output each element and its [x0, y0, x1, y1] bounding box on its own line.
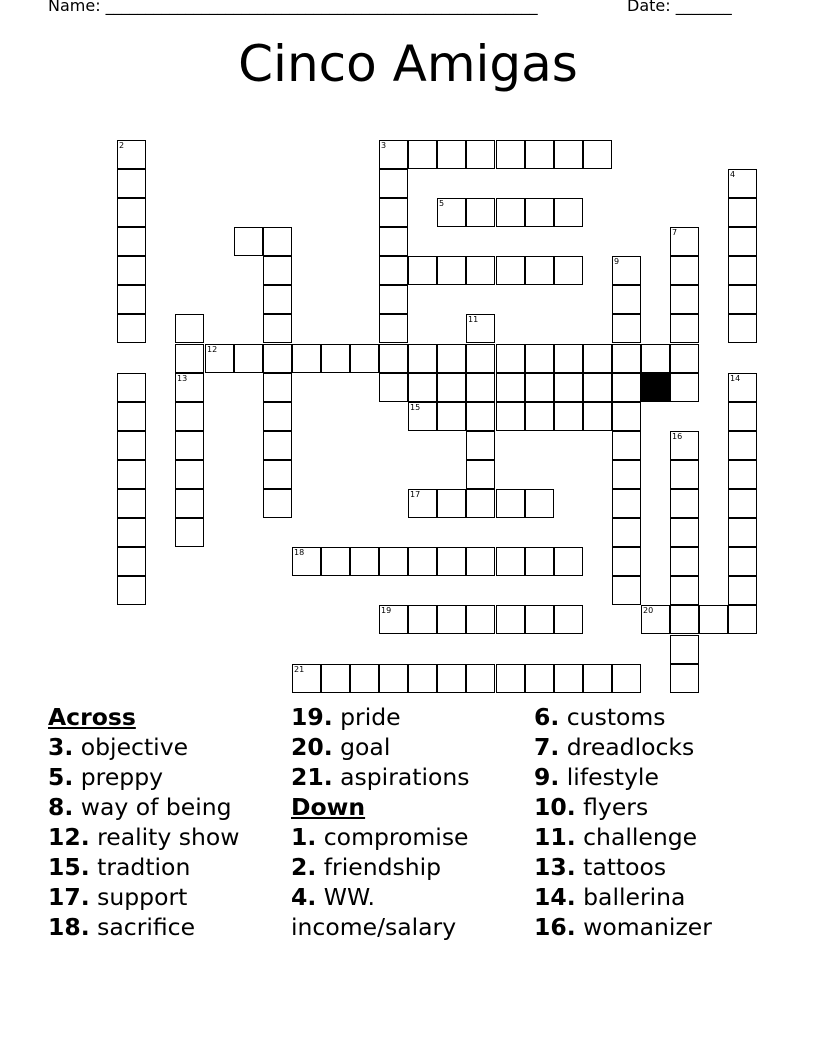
grid-cell[interactable] [554, 664, 583, 693]
grid-cell[interactable] [525, 664, 554, 693]
grid-cell[interactable] [670, 664, 699, 693]
grid-cell[interactable] [612, 460, 641, 489]
grid-cell[interactable] [175, 489, 204, 518]
clue-number-label: 4. [291, 883, 317, 911]
grid-cell[interactable] [175, 344, 204, 373]
grid-cell[interactable] [670, 547, 699, 576]
grid-cell[interactable] [408, 140, 437, 169]
clue [48, 762, 240, 792]
grid-cell[interactable] [379, 373, 408, 402]
grid-cell[interactable] [728, 402, 757, 431]
grid-cell[interactable] [554, 344, 583, 373]
clue-number-label: 6. [534, 703, 560, 731]
clue-text: aspirations [340, 763, 470, 791]
grid-cell[interactable] [466, 314, 495, 343]
grid-cell[interactable] [408, 547, 437, 576]
grid-cell[interactable] [263, 402, 292, 431]
grid-cell[interactable] [408, 256, 437, 285]
grid-cell[interactable] [612, 664, 641, 693]
clue [48, 912, 240, 942]
clue [291, 702, 470, 732]
clue-number-label: 15. [48, 853, 90, 881]
grid-cell[interactable] [379, 605, 408, 634]
grid-cell[interactable] [117, 431, 146, 460]
grid-block [641, 373, 670, 402]
grid-cell[interactable] [612, 314, 641, 343]
clue-text: lifestyle [566, 763, 659, 791]
grid-cell[interactable] [670, 518, 699, 547]
grid-cell[interactable] [612, 373, 641, 402]
grid-cell[interactable] [554, 256, 583, 285]
clue-text: womanizer [583, 913, 712, 941]
grid-cell[interactable] [612, 489, 641, 518]
grid-cell[interactable] [728, 169, 757, 198]
clue-number-label: 12. [48, 823, 90, 851]
grid-cell[interactable] [263, 489, 292, 518]
grid-cell[interactable] [525, 547, 554, 576]
clue [291, 852, 470, 882]
clue-number: 4 [730, 170, 736, 179]
grid-cell[interactable] [496, 256, 525, 285]
grid-cell[interactable] [466, 373, 495, 402]
grid-cell[interactable] [670, 431, 699, 460]
grid-cell[interactable] [612, 256, 641, 285]
grid-cell[interactable] [437, 344, 466, 373]
clue-text: preppy [80, 763, 164, 791]
clue-text: tattoos [583, 853, 667, 881]
grid-cell[interactable] [379, 344, 408, 373]
grid-cell[interactable] [379, 227, 408, 256]
grid-cell[interactable] [728, 285, 757, 314]
grid-cell[interactable] [379, 256, 408, 285]
clue-text: compromise [323, 823, 469, 851]
grid-cell[interactable] [292, 664, 321, 693]
grid-cell[interactable] [670, 256, 699, 285]
clue-number-label: 11. [534, 823, 576, 851]
grid-cell[interactable] [670, 605, 699, 634]
grid-cell[interactable] [379, 140, 408, 169]
clue-text: customs [566, 703, 666, 731]
clue-number: 5 [439, 199, 445, 208]
clue-number-label: 20. [291, 733, 333, 761]
clue-number: 17 [410, 490, 421, 499]
clue-text: ballerina [583, 883, 686, 911]
grid-cell[interactable] [670, 344, 699, 373]
grid-cell[interactable] [437, 140, 466, 169]
grid-cell[interactable] [379, 547, 408, 576]
grid-cell[interactable] [263, 344, 292, 373]
grid-cell[interactable] [466, 605, 495, 634]
clue-continuation: income/salary [291, 913, 457, 941]
clue-text: challenge [583, 823, 698, 851]
clue [534, 822, 712, 852]
clue-number-label: 13. [534, 853, 576, 881]
grid-cell[interactable] [117, 518, 146, 547]
grid-cell[interactable] [466, 489, 495, 518]
grid-cell[interactable] [583, 373, 612, 402]
name-field[interactable]: Name: ______________________________________________________ [48, 0, 538, 15]
grid-cell[interactable] [466, 344, 495, 373]
grid-cell[interactable] [728, 518, 757, 547]
grid-cell[interactable] [408, 489, 437, 518]
grid-cell[interactable] [670, 635, 699, 664]
grid-cell[interactable] [496, 373, 525, 402]
clue-text: friendship [323, 853, 442, 881]
clue-number-label: 10. [534, 793, 576, 821]
grid-cell[interactable] [670, 373, 699, 402]
clue-number-label: 2. [291, 853, 317, 881]
grid-cell[interactable] [117, 256, 146, 285]
grid-cell[interactable] [554, 373, 583, 402]
grid-cell[interactable] [437, 605, 466, 634]
clue-number-label: 18. [48, 913, 90, 941]
grid-cell[interactable] [263, 431, 292, 460]
clue-text: WW. [323, 883, 376, 911]
clue-number: 7 [672, 228, 678, 237]
clue [534, 702, 712, 732]
grid-cell[interactable] [117, 547, 146, 576]
grid-cell[interactable] [408, 664, 437, 693]
grid-cell[interactable] [612, 576, 641, 605]
clue-number: 9 [614, 257, 620, 266]
grid-cell[interactable] [554, 547, 583, 576]
grid-cell[interactable] [350, 344, 379, 373]
grid-cell[interactable] [728, 460, 757, 489]
clue-number-label: 17. [48, 883, 90, 911]
grid-cell[interactable] [379, 664, 408, 693]
grid-cell[interactable] [117, 198, 146, 227]
clue [534, 792, 712, 822]
grid-cell[interactable] [292, 344, 321, 373]
grid-cell[interactable] [612, 431, 641, 460]
clue-text: reality show [97, 823, 240, 851]
grid-cell[interactable] [379, 314, 408, 343]
grid-cell[interactable] [379, 169, 408, 198]
grid-cell[interactable] [117, 169, 146, 198]
clue [48, 732, 240, 762]
grid-cell[interactable] [525, 402, 554, 431]
clue-number-label: 8. [48, 793, 74, 821]
grid-cell[interactable] [554, 140, 583, 169]
clue [291, 882, 470, 912]
grid-cell[interactable] [117, 489, 146, 518]
clue-number: 19 [381, 606, 392, 615]
section-heading: Across [48, 703, 136, 731]
grid-cell[interactable] [670, 227, 699, 256]
grid-cell[interactable] [496, 198, 525, 227]
grid-cell[interactable] [175, 402, 204, 431]
clue-number: 20 [643, 606, 654, 615]
grid-cell[interactable] [612, 518, 641, 547]
grid-cell[interactable] [437, 402, 466, 431]
grid-cell[interactable] [263, 314, 292, 343]
grid-cell[interactable] [175, 314, 204, 343]
grid-cell[interactable] [117, 460, 146, 489]
clue-number: 12 [207, 345, 218, 354]
grid-cell[interactable] [117, 576, 146, 605]
clue-column-3 [534, 702, 712, 942]
grid-cell[interactable] [321, 547, 350, 576]
grid-cell[interactable] [117, 227, 146, 256]
grid-cell[interactable] [117, 402, 146, 431]
grid-cell[interactable] [728, 576, 757, 605]
clue-number-label: 19. [291, 703, 333, 731]
grid-cell[interactable] [728, 431, 757, 460]
grid-cell[interactable] [466, 198, 495, 227]
grid-cell[interactable] [641, 344, 670, 373]
grid-cell[interactable] [496, 547, 525, 576]
clue-number: 21 [294, 665, 305, 674]
grid-cell[interactable] [699, 605, 728, 634]
date-field[interactable]: Date: _______ [627, 0, 732, 15]
grid-cell[interactable] [496, 344, 525, 373]
grid-cell[interactable] [496, 402, 525, 431]
clue-number-label: 21. [291, 763, 333, 791]
grid-cell[interactable] [525, 344, 554, 373]
clue [534, 882, 712, 912]
clue-text: support [97, 883, 188, 911]
grid-cell[interactable] [525, 256, 554, 285]
grid-cell[interactable] [350, 664, 379, 693]
grid-cell[interactable] [728, 547, 757, 576]
grid-cell[interactable] [466, 547, 495, 576]
grid-cell[interactable] [612, 285, 641, 314]
grid-cell[interactable] [728, 227, 757, 256]
grid-cell[interactable] [525, 140, 554, 169]
clue-number-label: 3. [48, 733, 74, 761]
grid-cell[interactable] [263, 227, 292, 256]
grid-cell[interactable] [466, 140, 495, 169]
clue [534, 732, 712, 762]
grid-cell[interactable] [379, 198, 408, 227]
clue-number: 18 [294, 548, 305, 557]
grid-cell[interactable] [670, 285, 699, 314]
grid-cell[interactable] [408, 373, 437, 402]
grid-cell[interactable] [612, 344, 641, 373]
grid-cell[interactable] [496, 664, 525, 693]
grid-cell[interactable] [554, 402, 583, 431]
clue-text: tradtion [97, 853, 191, 881]
grid-cell[interactable] [525, 198, 554, 227]
grid-cell[interactable] [728, 314, 757, 343]
grid-cell[interactable] [234, 227, 263, 256]
puzzle-title: Cinco Amigas [238, 35, 578, 93]
clue-number: 13 [177, 374, 188, 383]
grid-cell[interactable] [175, 373, 204, 402]
grid-cell[interactable] [670, 460, 699, 489]
grid-cell[interactable] [583, 140, 612, 169]
clue-number-label: 14. [534, 883, 576, 911]
clue-number-label: 1. [291, 823, 317, 851]
clue-number: 11 [468, 315, 479, 324]
clue-text: pride [340, 703, 401, 731]
grid-cell[interactable] [263, 373, 292, 402]
grid-cell[interactable] [292, 547, 321, 576]
grid-cell[interactable] [117, 314, 146, 343]
clue-text: goal [340, 733, 391, 761]
clue-number: 2 [119, 141, 125, 150]
clue-number-label: 7. [534, 733, 560, 761]
clue-number: 15 [410, 403, 421, 412]
grid-cell[interactable] [234, 344, 263, 373]
grid-cell[interactable] [496, 489, 525, 518]
clue [48, 792, 240, 822]
clue-number: 14 [730, 374, 741, 383]
clue-column-1 [48, 702, 240, 942]
clue-number-label: 5. [48, 763, 74, 791]
grid-cell[interactable] [466, 431, 495, 460]
clue-number-label: 16. [534, 913, 576, 941]
grid-cell[interactable] [728, 198, 757, 227]
grid-cell[interactable] [525, 605, 554, 634]
grid-cell[interactable] [496, 605, 525, 634]
clue [291, 822, 470, 852]
clue [291, 762, 470, 792]
clue [534, 912, 712, 942]
grid-cell[interactable] [437, 256, 466, 285]
grid-cell[interactable] [408, 605, 437, 634]
clue [291, 732, 470, 762]
grid-cell[interactable] [175, 460, 204, 489]
grid-cell[interactable] [525, 373, 554, 402]
clue [48, 822, 240, 852]
grid-cell[interactable] [437, 373, 466, 402]
grid-cell[interactable] [670, 489, 699, 518]
clue-column-2 [291, 702, 470, 942]
grid-cell[interactable] [263, 460, 292, 489]
clue-number-label: 9. [534, 763, 560, 791]
grid-cell[interactable] [554, 605, 583, 634]
grid-cell[interactable] [117, 373, 146, 402]
grid-cell[interactable] [466, 256, 495, 285]
grid-cell[interactable] [263, 285, 292, 314]
grid-cell[interactable] [350, 547, 379, 576]
grid-cell[interactable] [583, 402, 612, 431]
grid-cell[interactable] [408, 344, 437, 373]
grid-cell[interactable] [728, 605, 757, 634]
clue-text: dreadlocks [566, 733, 695, 761]
clue [48, 882, 240, 912]
clue-number: 16 [672, 432, 683, 441]
grid-cell[interactable] [437, 664, 466, 693]
clue-number: 3 [381, 141, 387, 150]
grid-cell[interactable] [205, 344, 234, 373]
grid-cell[interactable] [175, 431, 204, 460]
grid-cell[interactable] [466, 460, 495, 489]
grid-cell[interactable] [525, 489, 554, 518]
clue-text: objective [80, 733, 189, 761]
grid-cell[interactable] [321, 344, 350, 373]
grid-cell[interactable] [612, 402, 641, 431]
grid-cell[interactable] [117, 140, 146, 169]
grid-cell[interactable] [321, 664, 350, 693]
grid-cell[interactable] [466, 402, 495, 431]
section-heading: Down [291, 793, 366, 821]
grid-cell[interactable] [496, 140, 525, 169]
clue [534, 762, 712, 792]
grid-cell[interactable] [437, 198, 466, 227]
grid-cell[interactable] [670, 576, 699, 605]
grid-cell[interactable] [437, 547, 466, 576]
grid-cell[interactable] [612, 547, 641, 576]
clue-text: flyers [583, 793, 649, 821]
grid-cell[interactable] [117, 285, 146, 314]
grid-cell[interactable] [554, 198, 583, 227]
grid-cell[interactable] [728, 256, 757, 285]
grid-cell[interactable] [728, 489, 757, 518]
grid-cell[interactable] [670, 314, 699, 343]
grid-cell[interactable] [466, 664, 495, 693]
grid-cell[interactable] [263, 256, 292, 285]
clue-text: sacrifice [97, 913, 196, 941]
grid-cell[interactable] [583, 344, 612, 373]
clue [48, 852, 240, 882]
grid-cell[interactable] [583, 664, 612, 693]
clue-text: way of being [80, 793, 232, 821]
grid-cell[interactable] [728, 373, 757, 402]
grid-cell[interactable] [641, 605, 670, 634]
grid-cell[interactable] [437, 489, 466, 518]
grid-cell[interactable] [175, 518, 204, 547]
clue [534, 852, 712, 882]
grid-cell[interactable] [408, 402, 437, 431]
grid-cell[interactable] [379, 285, 408, 314]
